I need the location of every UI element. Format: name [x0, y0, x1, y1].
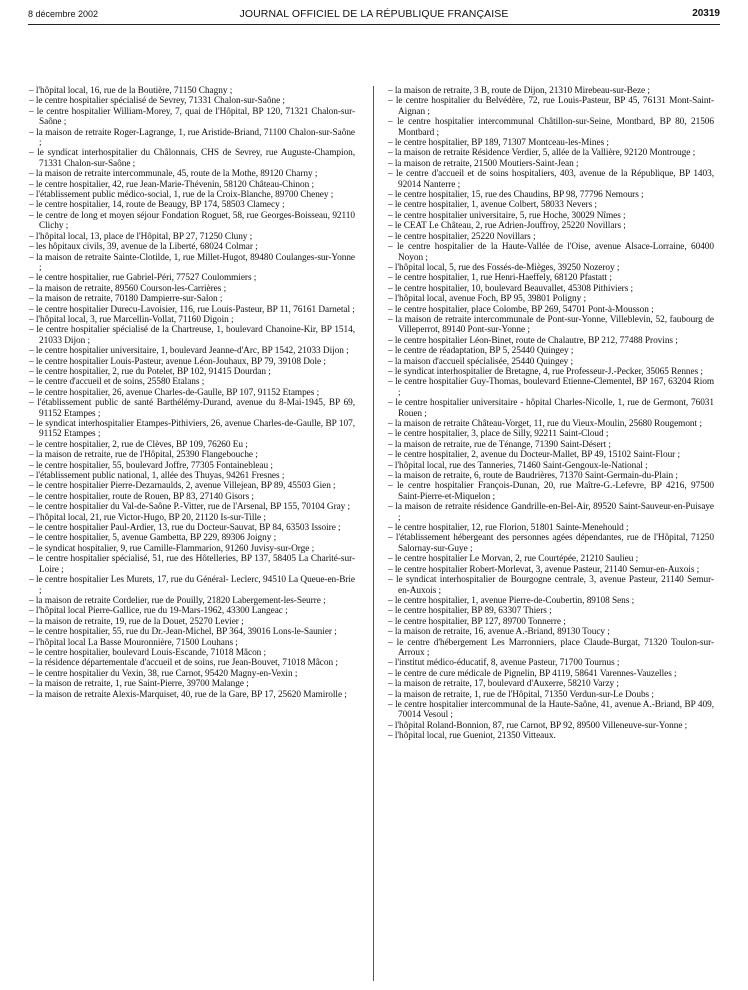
list-item: – le centre hospitalier, 42, rue Jean-Marie-Thévenin, 58120 Château-Chinon ; — [29, 180, 355, 190]
list-item: – le syndicat interhospitalier du Châlonnais, CHS de Sevrey, rue Auguste-Champion, 71331 Chalon-sur-Saône ; — [29, 148, 355, 169]
list-item: – le centre hospitalier Durecu-Lavoisier, 116, rue Louis-Pasteur, BP 11, 76161 Darnetal ; — [29, 305, 355, 315]
list-item: – le centre d'accueil et de soins, 25580 Etalans ; — [29, 377, 355, 387]
list-item: – l'établissement public de santé Barthélémy-Durand, avenue du 8-Mai-1945, BP 69, 91152 Etampes ; — [29, 398, 355, 419]
list-item: – la maison de retraite, 3 B, route de Dijon, 21310 Mirebeau-sur-Beze ; — [388, 86, 714, 96]
list-item: – le centre hospitalier, 25220 Novillars ; — [388, 232, 714, 242]
list-item: – la maison de retraite Château-Vorget, 11, rue du Vieux-Moulin, 25680 Rougemont ; — [388, 419, 714, 429]
list-item: – le centre hospitalier Guy-Thomas, boulevard Etienne-Clementel, BP 167, 63204 Riom ; — [388, 377, 714, 398]
list-item: – le centre hospitalier du Val-de-Saône P.-Vitter, rue de l'Arsenal, BP 155, 70104 Gray ; — [29, 502, 355, 512]
list-item: – l'hôpital local La Basse Mouronnière, 71500 Louhans ; — [29, 638, 355, 648]
list-item: – la maison de retraite, 6, route de Baudrières, 71370 Saint-Germain-du-Plain ; — [388, 471, 714, 481]
list-item: – l'hôpital local Pierre-Gallice, rue du 19-Mars-1962, 43300 Langeac ; — [29, 606, 355, 616]
list-item: – l'hôpital Roland-Bonnion, 87, rue Carnot, BP 92, 89500 Villeneuve-sur-Yonne ; — [388, 721, 714, 731]
list-item: – le centre hospitalier Paul-Ardier, 13, rue du Docteur-Sauvat, BP 84, 63503 Issoire ; — [29, 523, 355, 533]
list-item: – la maison de retraite Cordelier, rue de Pouilly, 21820 Labergement-les-Seurre ; — [29, 596, 355, 606]
list-item: – le centre hospitalier universitaire - hôpital Charles-Nicolle, 1, rue de Germont, 76031 Rouen ; — [388, 398, 714, 419]
list-item: – le centre hospitalier, 12, rue Florion, 51801 Sainte-Menehould ; — [388, 523, 714, 533]
list-item: – le centre hospitalier, 5, avenue Gambetta, BP 229, 89306 Joigny ; — [29, 533, 355, 543]
list-item: – la maison de retraite, rue de Ténange, 71390 Saint-Désert ; — [388, 440, 714, 450]
list-item: – les hôpitaux civils, 39, avenue de la Liberté, 68024 Colmar ; — [29, 242, 355, 252]
list-item: – la maison de retraite, 1, rue de l'Hôpital, 71350 Verdun-sur-Le Doubs ; — [388, 690, 714, 700]
list-item: – l'établissement public national, 1, allée des Thuyas, 94261 Fresnes ; — [29, 471, 355, 481]
list-item: – l'hôpital local, avenue Foch, BP 95, 39801 Poligny ; — [388, 294, 714, 304]
list-item: – le centre hospitalier, 26, avenue Charles-de-Gaulle, BP 107, 91152 Etampes ; — [29, 388, 355, 398]
list-item: – le centre hospitalier de la Haute-Vallée de l'Oise, avenue Alsace-Lorraine, 60400 Noyon ; — [388, 242, 714, 263]
header-rule — [28, 24, 720, 25]
list-item: – le centre hospitalier Robert-Morlevat, 3, avenue Pasteur, 21140 Semur-en-Auxois ; — [388, 565, 714, 575]
list-item: – le centre hospitalier, 14, route de Beaugy, BP 174, 58503 Clamecy ; — [29, 200, 355, 210]
list-item: – le CEAT Le Château, 2, rue Adrien-Jouffroy, 25220 Novillars ; — [388, 221, 714, 231]
list-item: – le centre hospitalier spécialisé de la Chartreuse, 1, boulevard Chanoine-Kir, BP 1514, 21033 Dijon ; — [29, 325, 355, 346]
list-item: – la maison de retraite Résidence Verdier, 5, allée de la Vallière, 92120 Montrouge ; — [388, 148, 714, 158]
list-item: – le centre hospitalier, BP 89, 63307 Thiers ; — [388, 606, 714, 616]
list-item: – le centre hospitalier, boulevard Louis-Escande, 71018 Mâcon ; — [29, 648, 355, 658]
list-item: – la maison de retraite, 89560 Courson-les-Carrières ; — [29, 284, 355, 294]
list-item: – le centre hospitalier, 2, avenue du Docteur-Mallet, BP 49, 15102 Saint-Flour ; — [388, 450, 714, 460]
list-item: – la maison de retraite, 17, boulevard d'Auxerre, 58210 Varzy ; — [388, 679, 714, 689]
list-item: – le centre hospitalier, 55, boulevard Joffre, 77305 Fontainebleau ; — [29, 461, 355, 471]
list-item: – la maison de retraite, 21500 Moutiers-Saint-Jean ; — [388, 159, 714, 169]
left-column — [29, 86, 355, 700]
list-item: – le syndicat interhospitalier Etampes-Pithiviers, 26, avenue Charles-de-Gaulle, BP 107, 91152 Etampes ; — [29, 419, 355, 440]
list-item: – le syndicat interhospitalier de Bretagne, 4, rue Professeur-J.-Pecker, 35065 Rennes ; — [388, 367, 714, 377]
list-item: – le centre hospitalier, BP 189, 71307 Montceau-les-Mines ; — [388, 138, 714, 148]
list-item: – l'hôpital local, 5, rue des Fossés-de-Mièges, 39250 Nozeroy ; — [388, 263, 714, 273]
list-item: – l'hôpital local, 21, rue Victor-Hugo, BP 20, 21120 Is-sur-Tille ; — [29, 513, 355, 523]
list-item: – la maison de retraite, 19, rue de la Douet, 25270 Levier ; — [29, 617, 355, 627]
list-item: – le centre hospitalier, route de Rouen, BP 83, 27140 Gisors ; — [29, 492, 355, 502]
list-item: – la maison de retraite, 1, rue Saint-Pierre, 39700 Malange ; — [29, 679, 355, 689]
list-item: – le centre hospitalier intercommunal de la Haute-Saône, 41, avenue A.-Briand, BP 409, 70014 Vesoul ; — [388, 700, 714, 721]
list-item: – la maison de retraite intercommunale, 45, route de la Mothe, 89120 Charny ; — [29, 169, 355, 179]
list-item: – le centre hospitalier, 1, rue Henri-Haeffely, 68120 Pfastatt ; — [388, 273, 714, 283]
list-item: – le centre hospitalier, 1, avenue Colbert, 58033 Nevers ; — [388, 200, 714, 210]
list-item: – le syndicat hospitalier, 9, rue Camille-Flammarion, 91260 Juvisy-sur-Orge ; — [29, 544, 355, 554]
list-item: – l'institut médico-éducatif, 8, avenue Pasteur, 71700 Tournus ; — [388, 658, 714, 668]
list-item: – le centre hospitalier, 10, boulevard Beauvallet, 45308 Pithiviers ; — [388, 284, 714, 294]
list-item: – le centre hospitalier, 2, rue du Potelet, BP 102, 91415 Dourdan ; — [29, 367, 355, 377]
list-item: – le centre hospitalier, 1, avenue Pierre-de-Coubertin, 89108 Sens ; — [388, 596, 714, 606]
list-item: – le centre hospitalier William-Morey, 7, quai de l'Hôpital, BP 120, 71321 Chalon-sur-Saône ; — [29, 107, 355, 128]
list-item: – l'établissement hébergeant des personnes agées dépendantes, rue de l'Hôpital, 71250 Salornay-sur-Guye ; — [388, 533, 714, 554]
list-item: – le centre hospitalier spécialisé de Sevrey, 71331 Chalon-sur-Saône ; — [29, 96, 355, 106]
list-item: – le centre hospitalier Le Morvan, 2, rue Courtépée, 21210 Saulieu ; — [388, 554, 714, 564]
list-item: – le centre hospitalier, BP 127, 89700 Tonnerre ; — [388, 617, 714, 627]
list-item: – le centre hospitalier, 15, rue des Chaudins, BP 98, 77796 Nemours ; — [388, 190, 714, 200]
right-column — [388, 86, 714, 742]
page-header — [28, 7, 720, 23]
list-item: – le centre de long et moyen séjour Fondation Roguet, 58, rue Georges-Boisseau, 92110 Clichy ; — [29, 211, 355, 232]
list-item: – la maison de retraite Sainte-Clotilde, 1, rue Millet-Hugot, 89480 Coulanges-sur-Yonne ; — [29, 253, 355, 274]
list-item: – la maison de retraite, rue de l'Hôpital, 25390 Flangebouche ; — [29, 450, 355, 460]
list-item: – la maison de retraite, 16, avenue A.-Briand, 89130 Toucy ; — [388, 627, 714, 637]
list-item: – le centre hospitalier François-Dunan, 20, rue Maître-G.-Lefevre, BP 4216, 97500 Saint-Pierre-et-Miquelon ; — [388, 481, 714, 502]
list-item: – le centre hospitalier du Belvédère, 72, rue Louis-Pasteur, BP 45, 76131 Mont-Saint-Aignan ; — [388, 96, 714, 117]
list-item: – le centre hospitalier Louis-Pasteur, avenue Léon-Jouhaux, BP 79, 39108 Dole ; — [29, 357, 355, 367]
list-item: – le centre hospitalier, place Colombe, BP 269, 54701 Pont-à-Mousson ; — [388, 305, 714, 315]
list-item: – la maison de retraite, 70180 Dampierre-sur-Salon ; — [29, 294, 355, 304]
list-item: – le centre de réadaptation, BP 5, 25440 Quingey ; — [388, 346, 714, 356]
list-item: – le centre hospitalier intercommunal Châtillon-sur-Seine, Montbard, BP 80, 21506 Montbard ; — [388, 117, 714, 138]
list-item: – le centre hospitalier, 55, rue du Dr.-Jean-Michel, BP 364, 39016 Lons-le-Saunier ; — [29, 627, 355, 637]
list-item: – la maison de retraite intercommunale de Pont-sur-Yonne, Villeblevin, 52, faubourg de Villeperrot, 89140 Pont-sur-Yonne ; — [388, 315, 714, 336]
list-item: – le centre hospitalier Léon-Binet, route de Chalautre, BP 212, 77488 Provins ; — [388, 336, 714, 346]
list-item: – le centre hospitalier Pierre-Dezarnaulds, 2, avenue Villejean, BP 89, 45503 Gien ; — [29, 481, 355, 491]
list-item: – l'hôpital local, 16, rue de la Boutière, 71150 Chagny ; — [29, 86, 355, 96]
list-item: – la maison d'accueil spécialisée, 25440 Quingey ; — [388, 357, 714, 367]
header-page-number: 20319 — [692, 8, 720, 19]
header-title: JOURNAL OFFICIEL DE LA RÉPUBLIQUE FRANÇAISE — [239, 8, 509, 20]
list-item: – le centre hospitalier, 2, rue de Clèves, BP 109, 76260 Eu ; — [29, 440, 355, 450]
list-item: – le centre hospitalier, 3, place de Silly, 92211 Saint-Cloud ; — [388, 429, 714, 439]
column-divider — [373, 86, 374, 981]
list-item: – l'hôpital local, 3, rue Marcellin-Vollat, 71160 Digoin ; — [29, 315, 355, 325]
list-item: – l'hôpital local, rue des Tanneries, 71460 Saint-Gengoux-le-National ; — [388, 461, 714, 471]
list-item: – l'établissement public médico-social, 1, rue de la Croix-Blanche, 89700 Cheney ; — [29, 190, 355, 200]
list-item: – le centre hospitalier universitaire, 1, boulevard Jeanne-d'Arc, BP 1542, 21033 Dijon ; — [29, 346, 355, 356]
list-item: – le centre hospitalier, rue Gabriel-Péri, 77527 Coulommiers ; — [29, 273, 355, 283]
list-item: – le centre hospitalier du Vexin, 38, rue Carnot, 95420 Magny-en-Vexin ; — [29, 669, 355, 679]
header-date: 8 décembre 2002 — [28, 9, 99, 19]
list-item: – le centre d'accueil et de soins hospitaliers, 403, avenue de la République, BP 1403, 92014 Nanterre ; — [388, 169, 714, 190]
list-item: – la résidence départementale d'accueil et de soins, rue Jean-Bouvet, 71018 Mâcon ; — [29, 658, 355, 668]
list-item: – le centre hospitalier spécialisé, 51, rue des Hôtelleries, BP 137, 58405 La Charité-sur-Loire ; — [29, 554, 355, 575]
list-item: – le centre d'hébergement Les Marronniers, place Claude-Burgat, 71320 Toulon-sur-Arroux ; — [388, 638, 714, 659]
list-item: – le centre de cure médicale de Pignelin, BP 4119, 58641 Varennes-Vauzelles ; — [388, 669, 714, 679]
list-item: – le syndicat interhospitalier de Bourgogne centrale, 3, avenue Pasteur, 21140 Semur-en-Auxois ; — [388, 575, 714, 596]
list-item: – la maison de retraite Alexis-Marquiset, 40, rue de la Gare, BP 17, 25620 Mamirolle ; — [29, 690, 355, 700]
list-item: – l'hôpital local, rue Gueniot, 21350 Vitteaux. — [388, 731, 714, 741]
list-item: – la maison de retraite résidence Gandrille-en-Bel-Air, 89520 Saint-Sauveur-en-Puisaye ; — [388, 502, 714, 523]
list-item: – l'hôpital local, 13, place de l'Hôpital, BP 27, 71250 Cluny ; — [29, 232, 355, 242]
list-item: – la maison de retraite Roger-Lagrange, 1, rue Aristide-Briand, 71100 Chalon-sur-Saône ; — [29, 128, 355, 149]
list-item: – le centre hospitalier Les Murets, 17, rue du Général- Leclerc, 94510 La Queue-en-Brie ; — [29, 575, 355, 596]
list-item: – le centre hospitalier universitaire, 5, rue Hoche, 30029 Nîmes ; — [388, 211, 714, 221]
